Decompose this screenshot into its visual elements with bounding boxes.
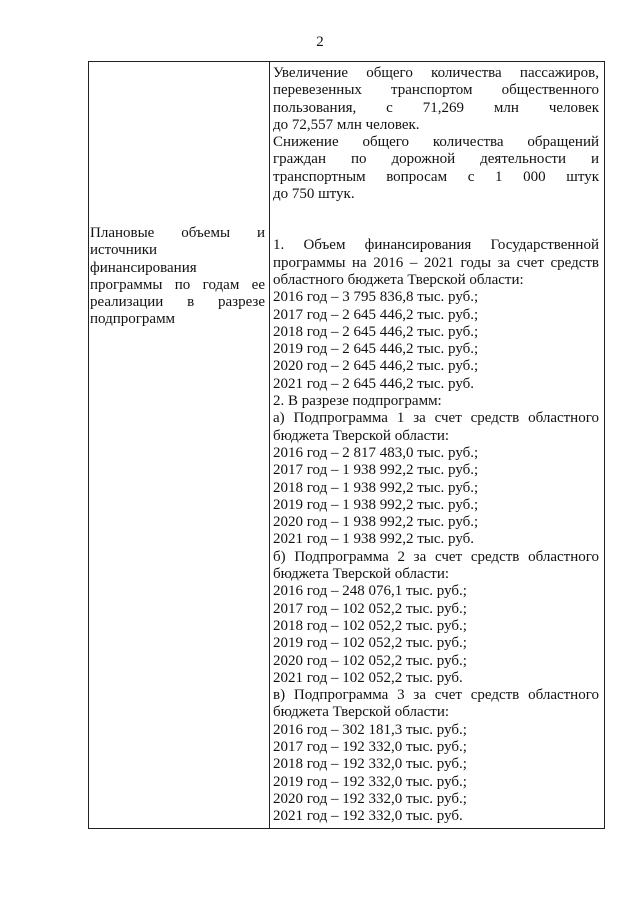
text-line: бюджета Тверской области: [273, 704, 450, 721]
text-line: 2017 год – 102 052,2 тыс. руб.; [273, 600, 467, 617]
text-line: бюджета Тверской области: [273, 566, 450, 583]
text-line: граждан по дорожной деятельности и [273, 151, 599, 168]
text-line: 2021 год – 2 645 446,2 тыс. руб. [273, 375, 475, 392]
text-line: программы по годам ее [90, 276, 265, 293]
text-line: финансирования [90, 259, 197, 276]
funding-volumes-text [273, 237, 599, 825]
text-line: до 750 штук. [273, 186, 355, 203]
paragraph-gap [273, 220, 599, 237]
text-line: 2021 год – 1 938 992,2 тыс. руб. [273, 531, 475, 548]
text-line: 2016 год – 3 795 836,8 тыс. руб.; [273, 289, 479, 306]
text-line: 2018 год – 102 052,2 тыс. руб.; [273, 617, 467, 634]
text-line: 2020 год – 192 332,0 тыс. руб.; [273, 790, 467, 807]
text-line: транспортным вопросам с 1 000 штук [273, 168, 599, 185]
text-line: 2017 год – 2 645 446,2 тыс. руб.; [273, 306, 479, 323]
text-line: источники [90, 242, 158, 259]
text-line: 2. В разрезе подпрограмм: [273, 393, 442, 410]
text-line: 2018 год – 2 645 446,2 тыс. руб.; [273, 323, 479, 340]
page-number: 2 [316, 34, 324, 50]
text-line: 2018 год – 1 938 992,2 тыс. руб.; [273, 479, 479, 496]
text-line: Снижение общего количества обращений [273, 134, 599, 151]
text-line: пользования, с 71,269 млн человек [273, 99, 599, 116]
text-line: 2019 год – 102 052,2 тыс. руб.; [273, 635, 467, 652]
text-line: реализации в разрезе [90, 294, 265, 311]
text-line: Плановые объемы и [90, 225, 265, 241]
paragraph-gap [273, 203, 599, 220]
text-line: 2020 год – 2 645 446,2 тыс. руб.; [273, 358, 479, 375]
text-line: 2017 год – 1 938 992,2 тыс. руб.; [273, 462, 479, 479]
text-line: до 72,557 млн человек. [273, 116, 420, 133]
text-line: 2021 год – 102 052,2 тыс. руб. [273, 669, 463, 686]
text-line: 2018 год – 192 332,0 тыс. руб.; [273, 756, 467, 773]
text-line: перевезенных транспортом общественного [273, 82, 599, 99]
text-line: а) Подпрограмма 1 за счет средств областного [273, 410, 599, 427]
text-line: 2020 год – 102 052,2 тыс. руб.; [273, 652, 467, 669]
text-line: в) Подпрограмма 3 за счет средств областного [273, 687, 599, 704]
text-line: 2016 год – 2 817 483,0 тыс. руб.; [273, 444, 479, 461]
text-line: 2021 год – 192 332,0 тыс. руб. [273, 808, 463, 825]
text-line: программы на 2016 – 2021 годы за счет средств [273, 254, 599, 271]
text-line: Увеличение общего количества пассажиров, [273, 65, 599, 81]
text-line: бюджета Тверской области: [273, 427, 450, 444]
text-line: 2017 год – 192 332,0 тыс. руб.; [273, 738, 467, 755]
right-cell-content [273, 65, 599, 825]
text-line: 2016 год – 248 076,1 тыс. руб.; [273, 583, 467, 600]
document-table [88, 61, 605, 829]
text-line: 2019 год – 2 645 446,2 тыс. руб.; [273, 341, 479, 358]
text-line: областного бюджета Тверской области: [273, 271, 524, 288]
text-line: 2020 год – 1 938 992,2 тыс. руб.; [273, 514, 479, 531]
text-line: подпрограмм [90, 311, 176, 328]
column-divider [269, 62, 270, 828]
left-cell-funding-heading [90, 225, 265, 329]
text-line: 1. Объем финансирования Государственной [273, 237, 599, 254]
text-line: б) Подпрограмма 2 за счет средств областного [273, 548, 599, 565]
text-line: 2019 год – 192 332,0 тыс. руб.; [273, 773, 467, 790]
text-line: 2019 год – 1 938 992,2 тыс. руб.; [273, 496, 479, 513]
text-line: 2016 год – 302 181,3 тыс. руб.; [273, 721, 467, 738]
expected-results-text [273, 65, 599, 203]
